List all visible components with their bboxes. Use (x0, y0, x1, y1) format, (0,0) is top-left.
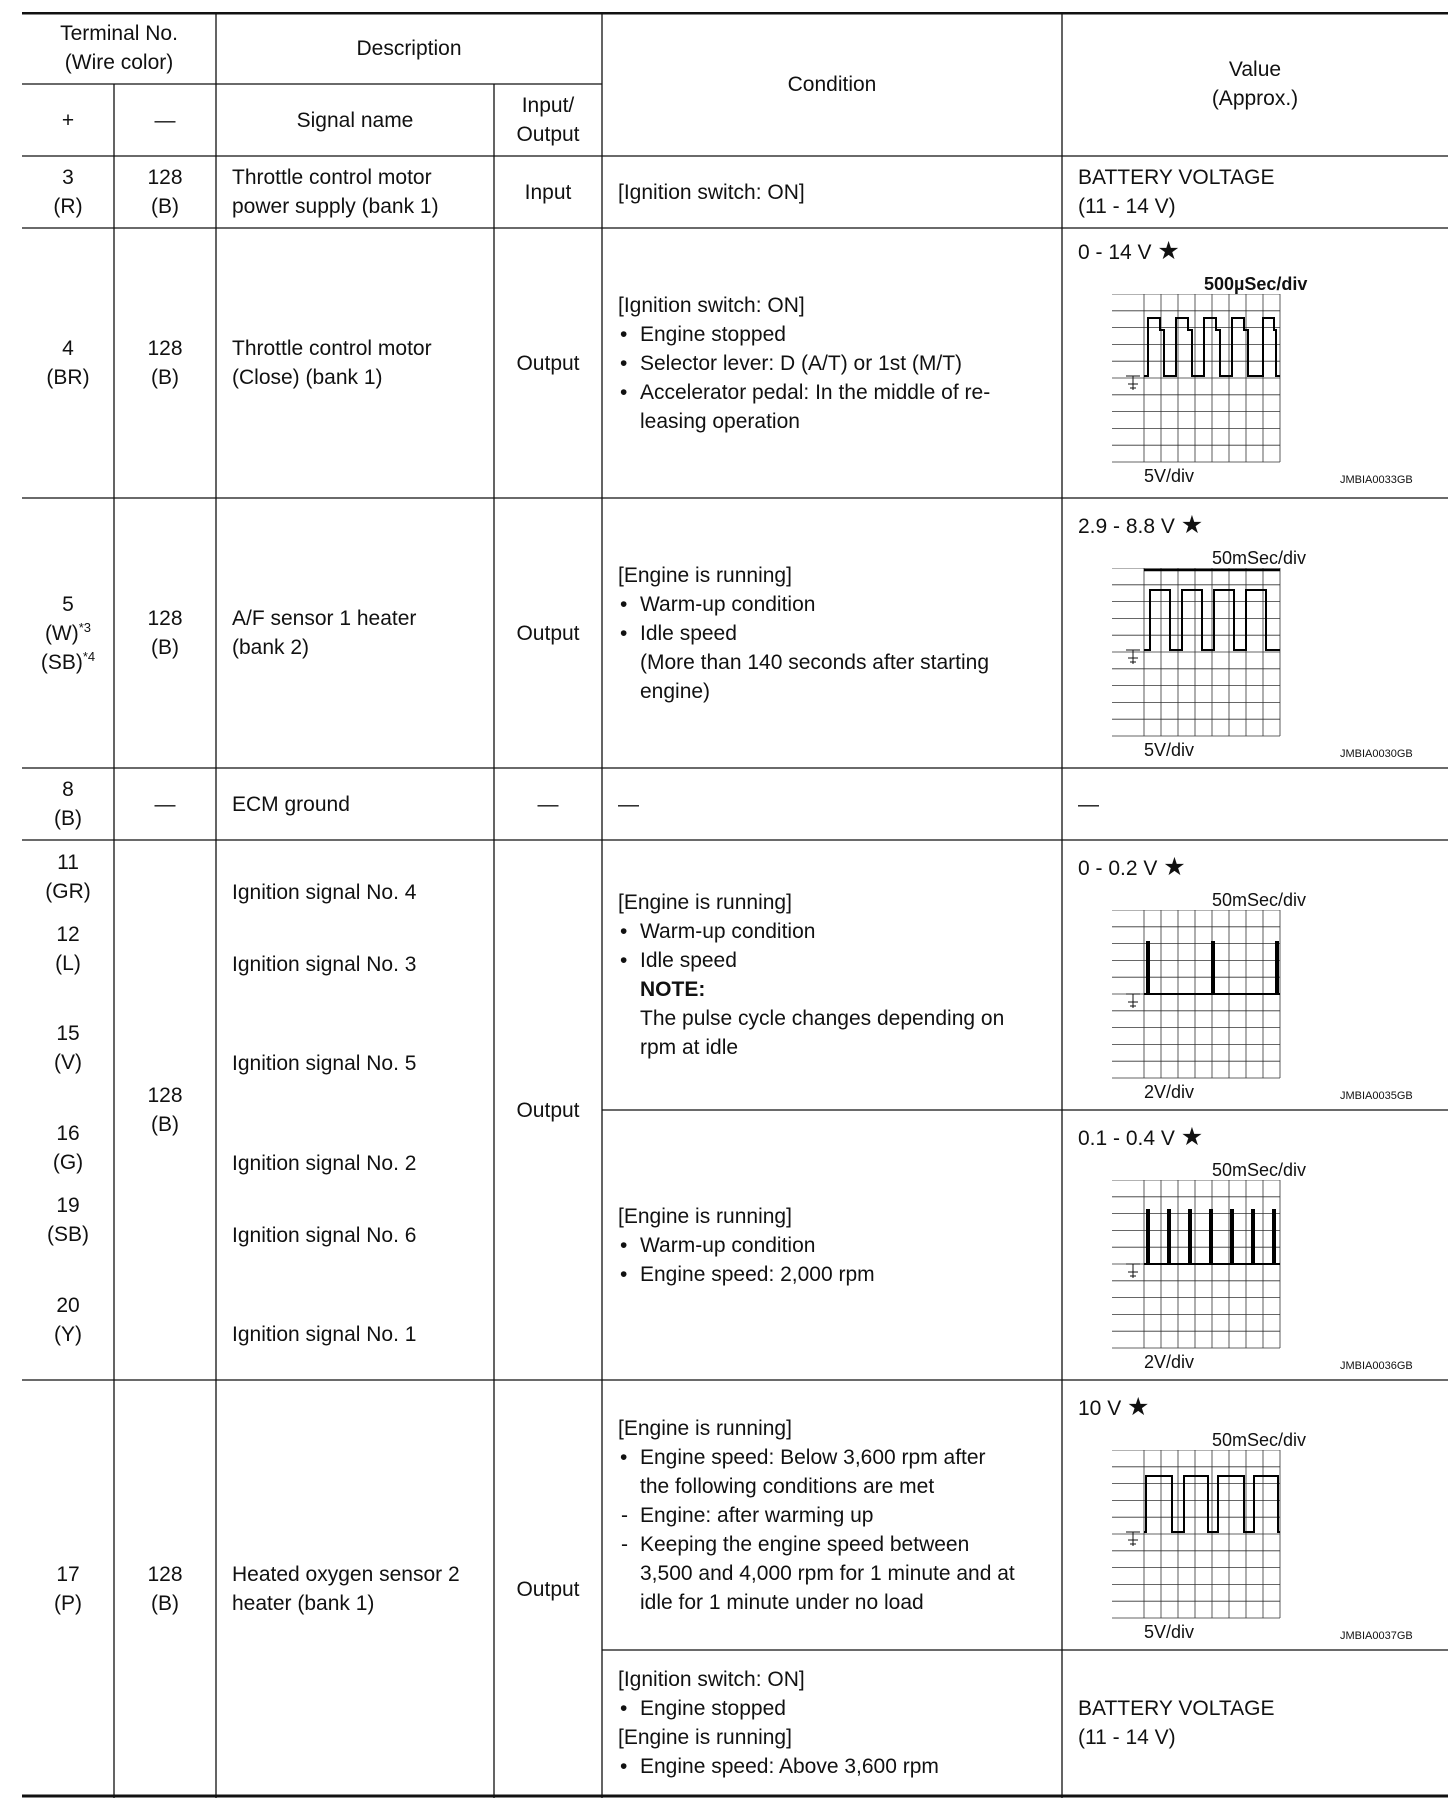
signal-ignition-6: Ignition signal No. 6 (232, 1224, 417, 1247)
ignition-io: Output (516, 1098, 580, 1122)
row-17-io: Output (516, 1577, 580, 1601)
scope-code: JMBIA0033GB (1340, 474, 1413, 486)
scope-code: JMBIA0030GB (1340, 748, 1413, 760)
scope-waveform-5 (1112, 568, 1292, 740)
row-17-condition-below-3600: [Engine is running] • Engine speed: Below 3,600 rpm after the following conditions are met - Engine: after warming up - Keeping the engine speed between 3,500 and 4,000 rpm for 1 minute and at idle for 1 minute under no load (602, 1380, 1062, 1650)
signal-ignition-2: Ignition signal No. 2 (232, 1152, 417, 1175)
row-4-signal: Throttle control motor (Close) (bank 1) (232, 337, 432, 389)
header-terminal: Terminal No. (Wire color) (60, 22, 178, 74)
ignition-condition-idle: [Engine is running] • Warm-up condition • Idle speed NOTE: The pulse cycle changes depending on rpm at idle (602, 840, 1062, 1110)
row-15-plus: 15 (V) (54, 1022, 82, 1074)
row-3-plus: 3 (R) (53, 166, 83, 218)
header-plus: + (61, 108, 75, 132)
row-5-value: 2.9 - 8.8 V ★ (1078, 511, 1204, 539)
row-5-signal: A/F sensor 1 heater (bank 2) (232, 607, 417, 659)
row-17-signal: Heated oxygen sensor 2 heater (bank 1) (232, 1563, 460, 1615)
scope-time-div: 50mSec/div (1212, 1160, 1307, 1180)
terminal-table (22, 12, 1448, 1798)
oscilloscope-ignition-idle (1112, 890, 1432, 1106)
header-description: Description (356, 36, 462, 60)
row-3-minus: 128 (B) (147, 166, 183, 218)
row-4-plus: 4 (BR) (46, 337, 90, 389)
scope-time-div: 50mSec/div (1212, 1430, 1307, 1450)
signal-ignition-1: Ignition signal No. 1 (232, 1323, 417, 1346)
ignition-value-idle: 0 - 0.2 V ★ (1078, 853, 1186, 881)
row-16-plus: 16 (G) (52, 1122, 84, 1174)
row-3-signal: Throttle control motor power supply (bank 1) (232, 166, 439, 218)
row-5-minus: 128 (B) (147, 607, 183, 659)
scope-volt-div: 5V/div (1144, 1622, 1195, 1642)
header-signal-name: Signal name (296, 108, 414, 132)
row-3-io: Input (524, 180, 572, 204)
scope-time-div: 50mSec/div (1212, 890, 1307, 910)
scope-volt-div: 5V/div (1144, 466, 1195, 486)
oscilloscope-4 (1112, 274, 1432, 490)
header-minus: — (154, 108, 176, 132)
row-17-plus: 17 (P) (54, 1563, 82, 1615)
row-8-signal: ECM ground (232, 792, 350, 816)
row-12-plus: 12 (L) (55, 923, 81, 975)
scope-code: JMBIA0036GB (1340, 1360, 1413, 1372)
row-4-condition: [Ignition switch: ON] • Engine stopped • Selector lever: D (A/T) or 1st (M/T) • Accelerator pedal: In the middle of re- leasing operation (602, 228, 1062, 498)
row-4-value: 0 - 14 V ★ (1078, 237, 1180, 265)
row-4-io: Output (516, 351, 580, 375)
header-io: Input/ Output (516, 94, 580, 146)
scope-code: JMBIA0035GB (1340, 1090, 1413, 1102)
signal-ignition-3: Ignition signal No. 3 (232, 953, 417, 976)
row-5-condition: [Engine is running] • Warm-up condition • Idle speed (More than 140 seconds after starting engine) (602, 498, 1062, 768)
scope-waveform-4 (1112, 294, 1292, 466)
row-19-plus: 19 (SB) (47, 1194, 89, 1246)
header-value: Value (Approx.) (1211, 58, 1299, 110)
row-5-io: Output (516, 621, 580, 645)
row-17-condition-above-3600: [Ignition switch: ON] • Engine stopped [Engine is running] • Engine speed: Above 3,600 rpm (602, 1650, 1062, 1796)
row-8-value: — (1078, 792, 1099, 816)
oscilloscope-5 (1112, 548, 1432, 764)
scope-volt-div: 2V/div (1144, 1352, 1195, 1372)
ignition-condition-2000: [Engine is running] • Warm-up condition • Engine speed: 2,000 rpm (602, 1110, 1062, 1380)
row-3-value: BATTERY VOLTAGE (11 - 14 V) (1078, 166, 1275, 218)
ignition-value-2000: 0.1 - 0.4 V ★ (1078, 1123, 1204, 1151)
scope-waveform-ignition-2000 (1112, 1180, 1292, 1352)
scope-time-div: 50mSec/div (1212, 548, 1307, 568)
scope-volt-div: 5V/div (1144, 740, 1195, 760)
row-3-condition: [Ignition switch: ON] (618, 180, 805, 204)
row-5-plus: 5 $(W)^{*3}$ (SB)$^{*4}$ (40, 592, 96, 674)
row-4-minus: 128 (B) (147, 337, 183, 389)
scope-volt-div: 2V/div (1144, 1082, 1195, 1102)
row-8-minus: — (154, 792, 176, 816)
oscilloscope-ignition-2000 (1112, 1160, 1432, 1376)
row-8-condition: — (618, 792, 639, 816)
row-20-plus: 20 (Y) (54, 1294, 82, 1346)
scope-time-div: 500µSec/div (1204, 274, 1308, 294)
header-condition: Condition (787, 72, 877, 96)
signal-ignition-5: Ignition signal No. 5 (232, 1052, 417, 1075)
scope-waveform-17 (1112, 1450, 1292, 1622)
row-11-plus: 11 (GR) (45, 851, 91, 903)
row-8-io: — (537, 792, 559, 816)
row-8-plus: 8 (B) (54, 778, 82, 830)
row-17-value-below-3600: 10 V ★ (1078, 1393, 1150, 1421)
scope-code: JMBIA0037GB (1340, 1630, 1413, 1642)
signal-ignition-4: Ignition signal No. 4 (232, 881, 417, 904)
row-17-value-above-3600: BATTERY VOLTAGE (11 - 14 V) (1078, 1697, 1275, 1749)
scope-waveform-ignition-idle (1112, 910, 1292, 1082)
row-17-minus: 128 (B) (147, 1563, 183, 1615)
ignition-minus: 128 (B) (147, 1084, 183, 1136)
oscilloscope-17 (1112, 1430, 1432, 1646)
